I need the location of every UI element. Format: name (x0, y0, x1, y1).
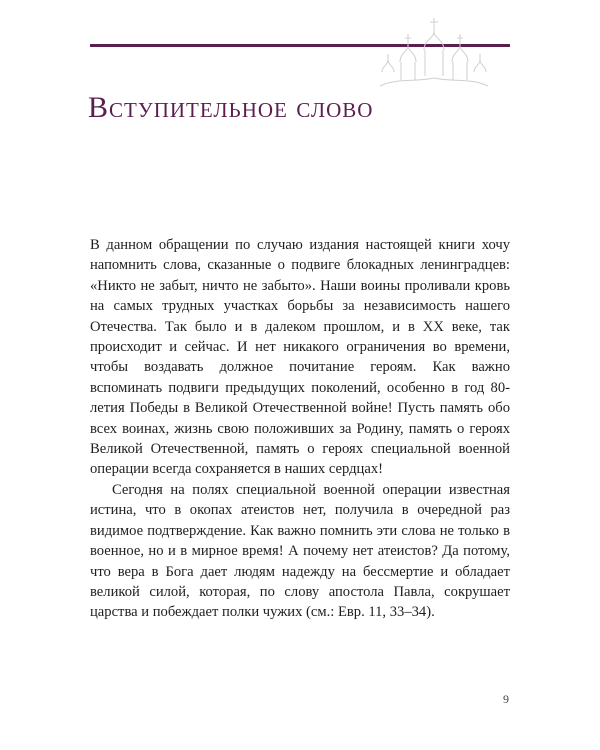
page-number: 9 (503, 692, 509, 706)
body-text (90, 235, 510, 623)
page-title: Вступительное слово (88, 91, 374, 124)
paragraph-2: Сегодня на полях специальной военной операции известная истина, что в окопах атеистов нет, получила в очередной раз видимое подтверждение. Как важно помнить эти слова не только в военное, но и в мирное время! А почему нет атеистов? Да потому, что вера в Бога дает людям надежду на бессмертие и обладает великой силой, которая, по слову апостола Павла, сокрушает царства и побеждает полки чужих (см.: Евр. 11, 33–34). (90, 481, 510, 621)
paragraph-1: В данном обращении по случаю издания настоящей книги хочу напомнить слова, сказанные о подвиге блокадных ленинградцев: «Никто не забыт, ничто не забыто». Наши воины проливали кровь на самых трудных участках борьбы за независимость нашего Отечества. Так было и в далеком прошлом, и в XX веке, так происходит и сейчас. И нет никакого ограничения во времени, чтобы воздавать должное почитание героям. Как важно вспоминать подвиги предыдущих поколений, особенно в год 80-летия Победы в Великой Отечественной войне! Пусть память обо всех воинах, жизнь свою положивших за Родину, память о героях Великой Отечественной, память о героях специальной военной операции всегда сохраняется в наших сердцах! (90, 237, 510, 478)
church-domes-icon (376, 16, 492, 96)
